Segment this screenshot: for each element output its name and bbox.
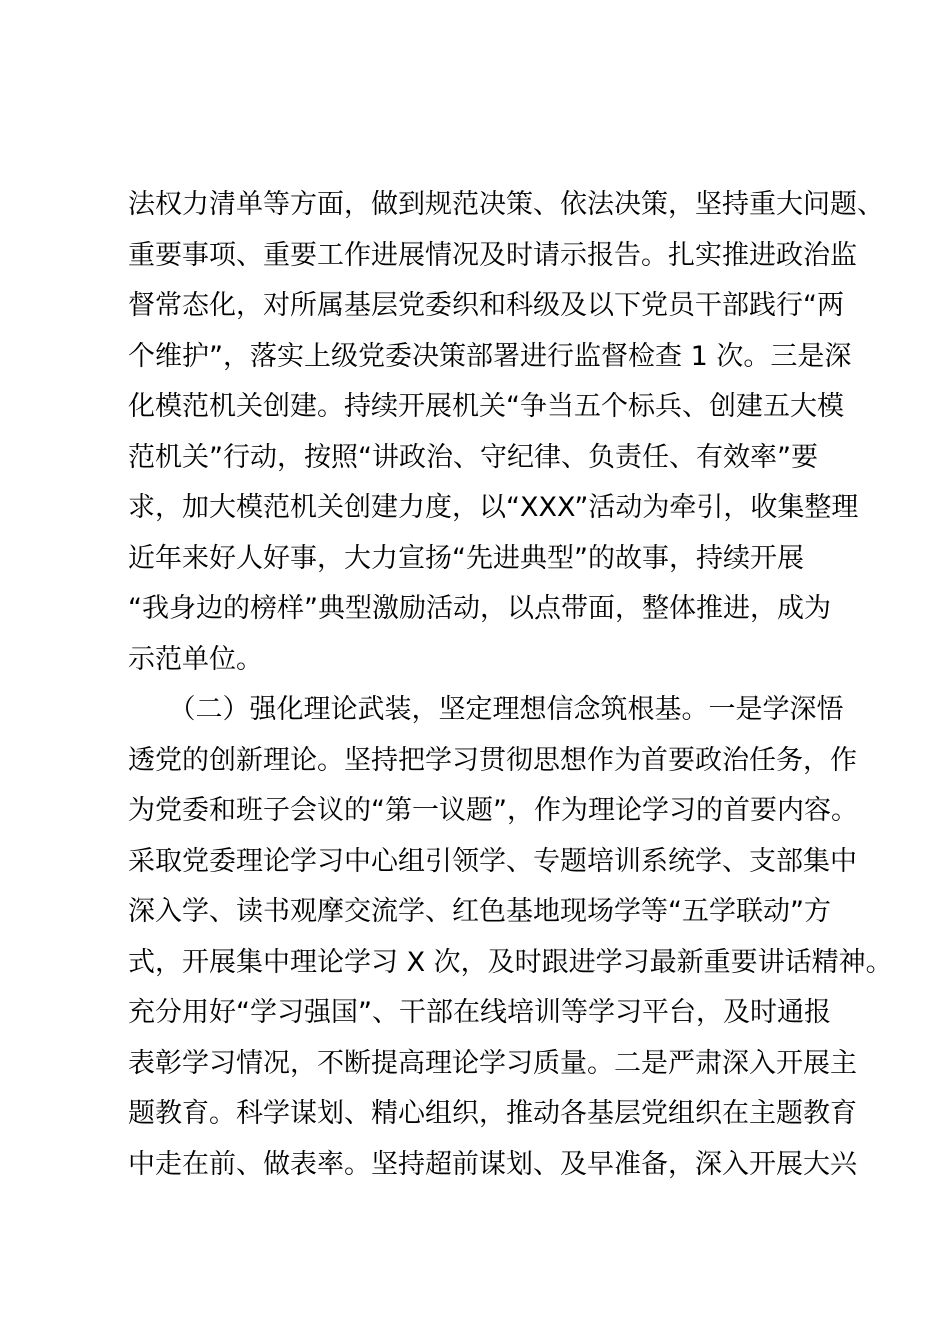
text-line: 范机关”行动，按照“讲政治、守纪律、负责任、有效率”要 [128, 441, 818, 473]
text-line: 为党委和班子会议的“第一议题”，作为理论学习的首要内容。 [128, 795, 858, 826]
text-line: 个维护”，落实上级党委决策部署进行监督检查 1 次。三是深 [128, 340, 852, 372]
text-line: 透党的创新理论。坚持把学习贯彻思想作为首要政治任务，作 [128, 744, 857, 776]
text-line: （二）强化理论武装，坚定理想信念筑根基。一是学深悟 [128, 694, 844, 725]
text-line: 近年来好人好事，大力宣扬“先进典型”的故事，持续开展 [128, 542, 804, 574]
text-line: 题教育。科学谋划、精心组织，推动各基层党组织在主题教育 [128, 1098, 857, 1129]
text-line: 重要事项、重要工作进展情况及时请示报告。扎实推进政治监 [128, 239, 857, 271]
text-line: 深入学、读书观摩交流学、红色基地现场学等“五学联动”方 [128, 896, 831, 927]
text-line: 求，加大模范机关创建力度，以“XXX”活动为牵引，收集整理 [128, 492, 859, 523]
text-line: 式，开展集中理论学习 X 次，及时跟进学习最新重要讲话精神。 [128, 946, 893, 978]
text-line: 中走在前、做表率。坚持超前谋划、及早准备，深入开展大兴 [128, 1148, 857, 1180]
text-line: 示范单位。 [128, 643, 263, 675]
text-line: 化模范机关创建。持续开展机关“争当五个标兵、创建五大模 [128, 391, 844, 422]
text-line: “我身边的榜样”典型激励活动，以点带面，整体推进，成为 [128, 593, 831, 624]
body-text [128, 180, 893, 1190]
text-line: 督常态化，对所属基层党委织和科级及以下党员干部践行“两 [128, 290, 844, 321]
text-line: 法权力清单等方面，做到规范决策、依法决策，坚持重大问题、 [128, 189, 884, 220]
text-line: 表彰学习情况，不断提高理论学习质量。二是严肃深入开展主 [128, 1047, 857, 1079]
text-line: 充分用好“学习强国”、干部在线培训等学习平台，及时通报 [128, 997, 831, 1028]
text-line: 采取党委理论学习中心组引领学、专题培训系统学、支部集中 [128, 845, 857, 877]
